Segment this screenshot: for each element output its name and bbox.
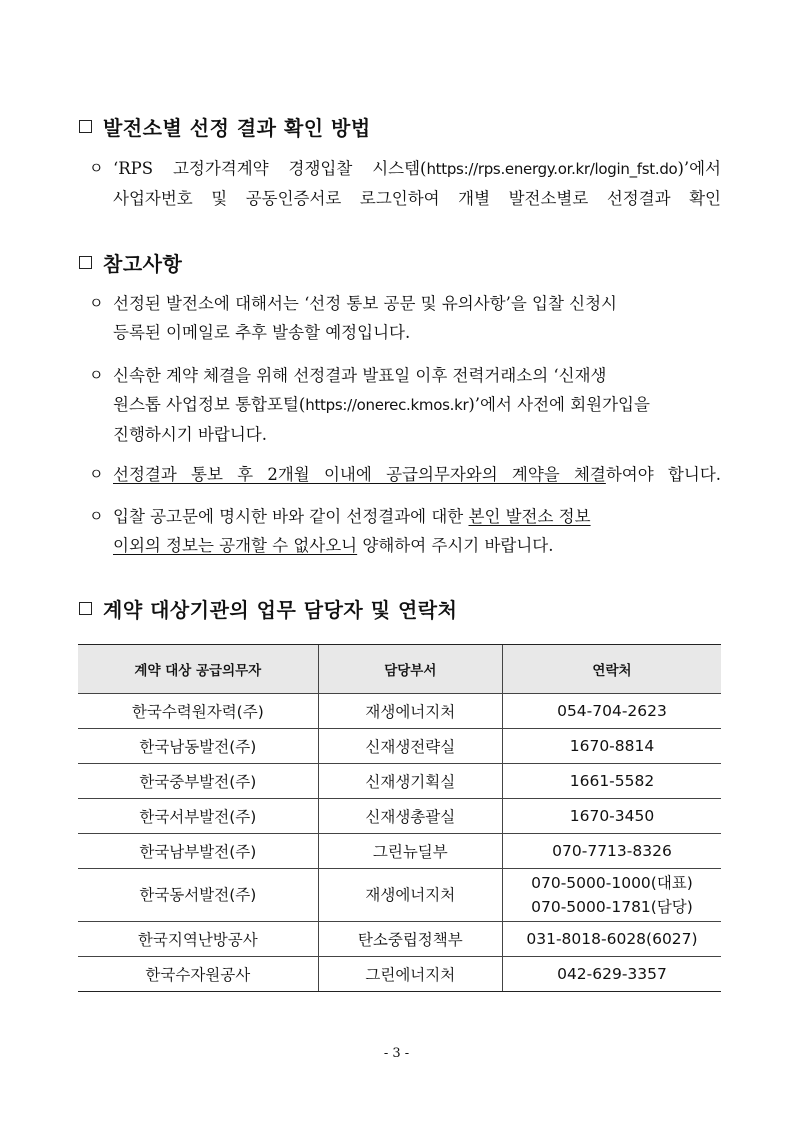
table-cell: 그린뉴딜부 xyxy=(318,834,502,869)
table-cell: 054-704-2623 xyxy=(502,694,721,729)
table-cell: 탄소중립정책부 xyxy=(318,922,502,957)
table-cell: 신재생전략실 xyxy=(318,729,502,764)
item-line: 진행하시기 바랍니다. xyxy=(113,425,267,444)
table-cell xyxy=(502,869,721,922)
system-url-link[interactable]: https://rps.energy.or.kr/login_fst.do xyxy=(426,160,678,178)
table-row xyxy=(78,694,721,729)
heading-text: 발전소별 선정 결과 확인 방법 xyxy=(103,116,371,140)
bullet-icon: ㅇ xyxy=(89,465,104,483)
table-row xyxy=(78,834,721,869)
page-number: - 3 - xyxy=(383,1046,410,1061)
table-cell: 신재생기획실 xyxy=(318,764,502,799)
heading-text: 참고사항 xyxy=(103,252,183,276)
table-cell: 그린에너지처 xyxy=(318,957,502,992)
checkbox-icon xyxy=(79,120,92,133)
table-cell: 한국남부발전(주) xyxy=(78,834,318,869)
item-line: 입찰 공고문에 명시한 바와 같이 선정결과에 대한 본인 발전소 정보 xyxy=(113,507,591,526)
table-cell: 한국중부발전(주) xyxy=(78,764,318,799)
item-line: 등록된 이메일로 추후 발송할 예정입니다. xyxy=(113,323,411,342)
table-cell: 042-629-3357 xyxy=(502,957,721,992)
table-row xyxy=(78,869,721,922)
table-cell: 1670-8814 xyxy=(502,729,721,764)
contacts-table xyxy=(78,644,721,992)
table-cell: 070-7713-8326 xyxy=(502,834,721,869)
item-line: 사업자번호 및 공동인증서로 로그인하여 개별 발전소별로 선정결과 확인 xyxy=(113,189,721,208)
table-cell: 재생에너지처 xyxy=(318,869,502,922)
bullet-icon: ㅇ xyxy=(89,507,104,525)
list-item xyxy=(89,361,721,449)
column-header: 담당부서 xyxy=(318,645,502,694)
table-cell: 한국수자원공사 xyxy=(78,957,318,992)
checkbox-icon xyxy=(79,256,92,269)
heading-notes xyxy=(79,248,182,277)
column-header: 계약 대상 공급의무자 xyxy=(78,645,318,694)
item-line: 이외의 정보는 공개할 수 없사오니 양해하여 주시기 바랍니다. xyxy=(113,536,554,555)
list-item xyxy=(89,502,721,560)
phone-direct: 070-5000-1781(담당) xyxy=(531,898,693,916)
item-line: 원스톱 사업정보 통합포털(https://onerec.kmos.kr)’에서 사전에 회원가입을 xyxy=(113,395,650,414)
bullet-icon: ㅇ xyxy=(89,159,104,177)
checkbox-icon xyxy=(79,602,92,615)
phone-main: 070-5000-1000(대표) xyxy=(531,874,693,892)
table-cell: 031-8018-6028(6027) xyxy=(502,922,721,957)
table-row xyxy=(78,922,721,957)
table-row xyxy=(78,764,721,799)
portal-url-link[interactable]: https://onerec.kmos.kr xyxy=(305,396,469,414)
table-row xyxy=(78,799,721,834)
table-cell: 한국남동발전(주) xyxy=(78,729,318,764)
item-line: 선정결과 통보 후 2개월 이내에 공급의무자와의 계약을 체결하여야 합니다. xyxy=(113,465,721,484)
table-cell: 한국수력원자력(주) xyxy=(78,694,318,729)
item-line: 신속한 계약 체결을 위해 선정결과 발표일 이후 전력거래소의 ‘신재생 xyxy=(113,366,607,385)
bullet-icon: ㅇ xyxy=(89,294,104,312)
table-row xyxy=(78,729,721,764)
heading-text: 계약 대상기관의 업무 담당자 및 연락처 xyxy=(103,598,458,622)
table-cell: 한국동서발전(주) xyxy=(78,869,318,922)
table-row xyxy=(78,957,721,992)
heading-selection-method xyxy=(79,112,371,141)
item-line: ‘RPS 고정가격계약 경쟁입찰 시스템(https://rps.energy.or.kr/login_fst.do)’에서 xyxy=(113,159,721,178)
table-cell: 재생에너지처 xyxy=(318,694,502,729)
list-item xyxy=(89,154,721,213)
item-line: 선정된 발전소에 대해서는 ‘선정 통보 공문 및 유의사항’을 입찰 신청시 xyxy=(113,294,617,313)
list-item xyxy=(89,289,721,347)
table-cell: 한국지역난방공사 xyxy=(78,922,318,957)
heading-contacts xyxy=(79,594,457,623)
list-item xyxy=(89,460,721,489)
table-cell: 신재생총괄실 xyxy=(318,799,502,834)
bullet-icon: ㅇ xyxy=(89,366,104,384)
table-cell: 한국서부발전(주) xyxy=(78,799,318,834)
table-cell: 1670-3450 xyxy=(502,799,721,834)
column-header: 연락처 xyxy=(502,645,721,694)
table-header-row xyxy=(78,645,721,694)
table-cell: 1661-5582 xyxy=(502,764,721,799)
